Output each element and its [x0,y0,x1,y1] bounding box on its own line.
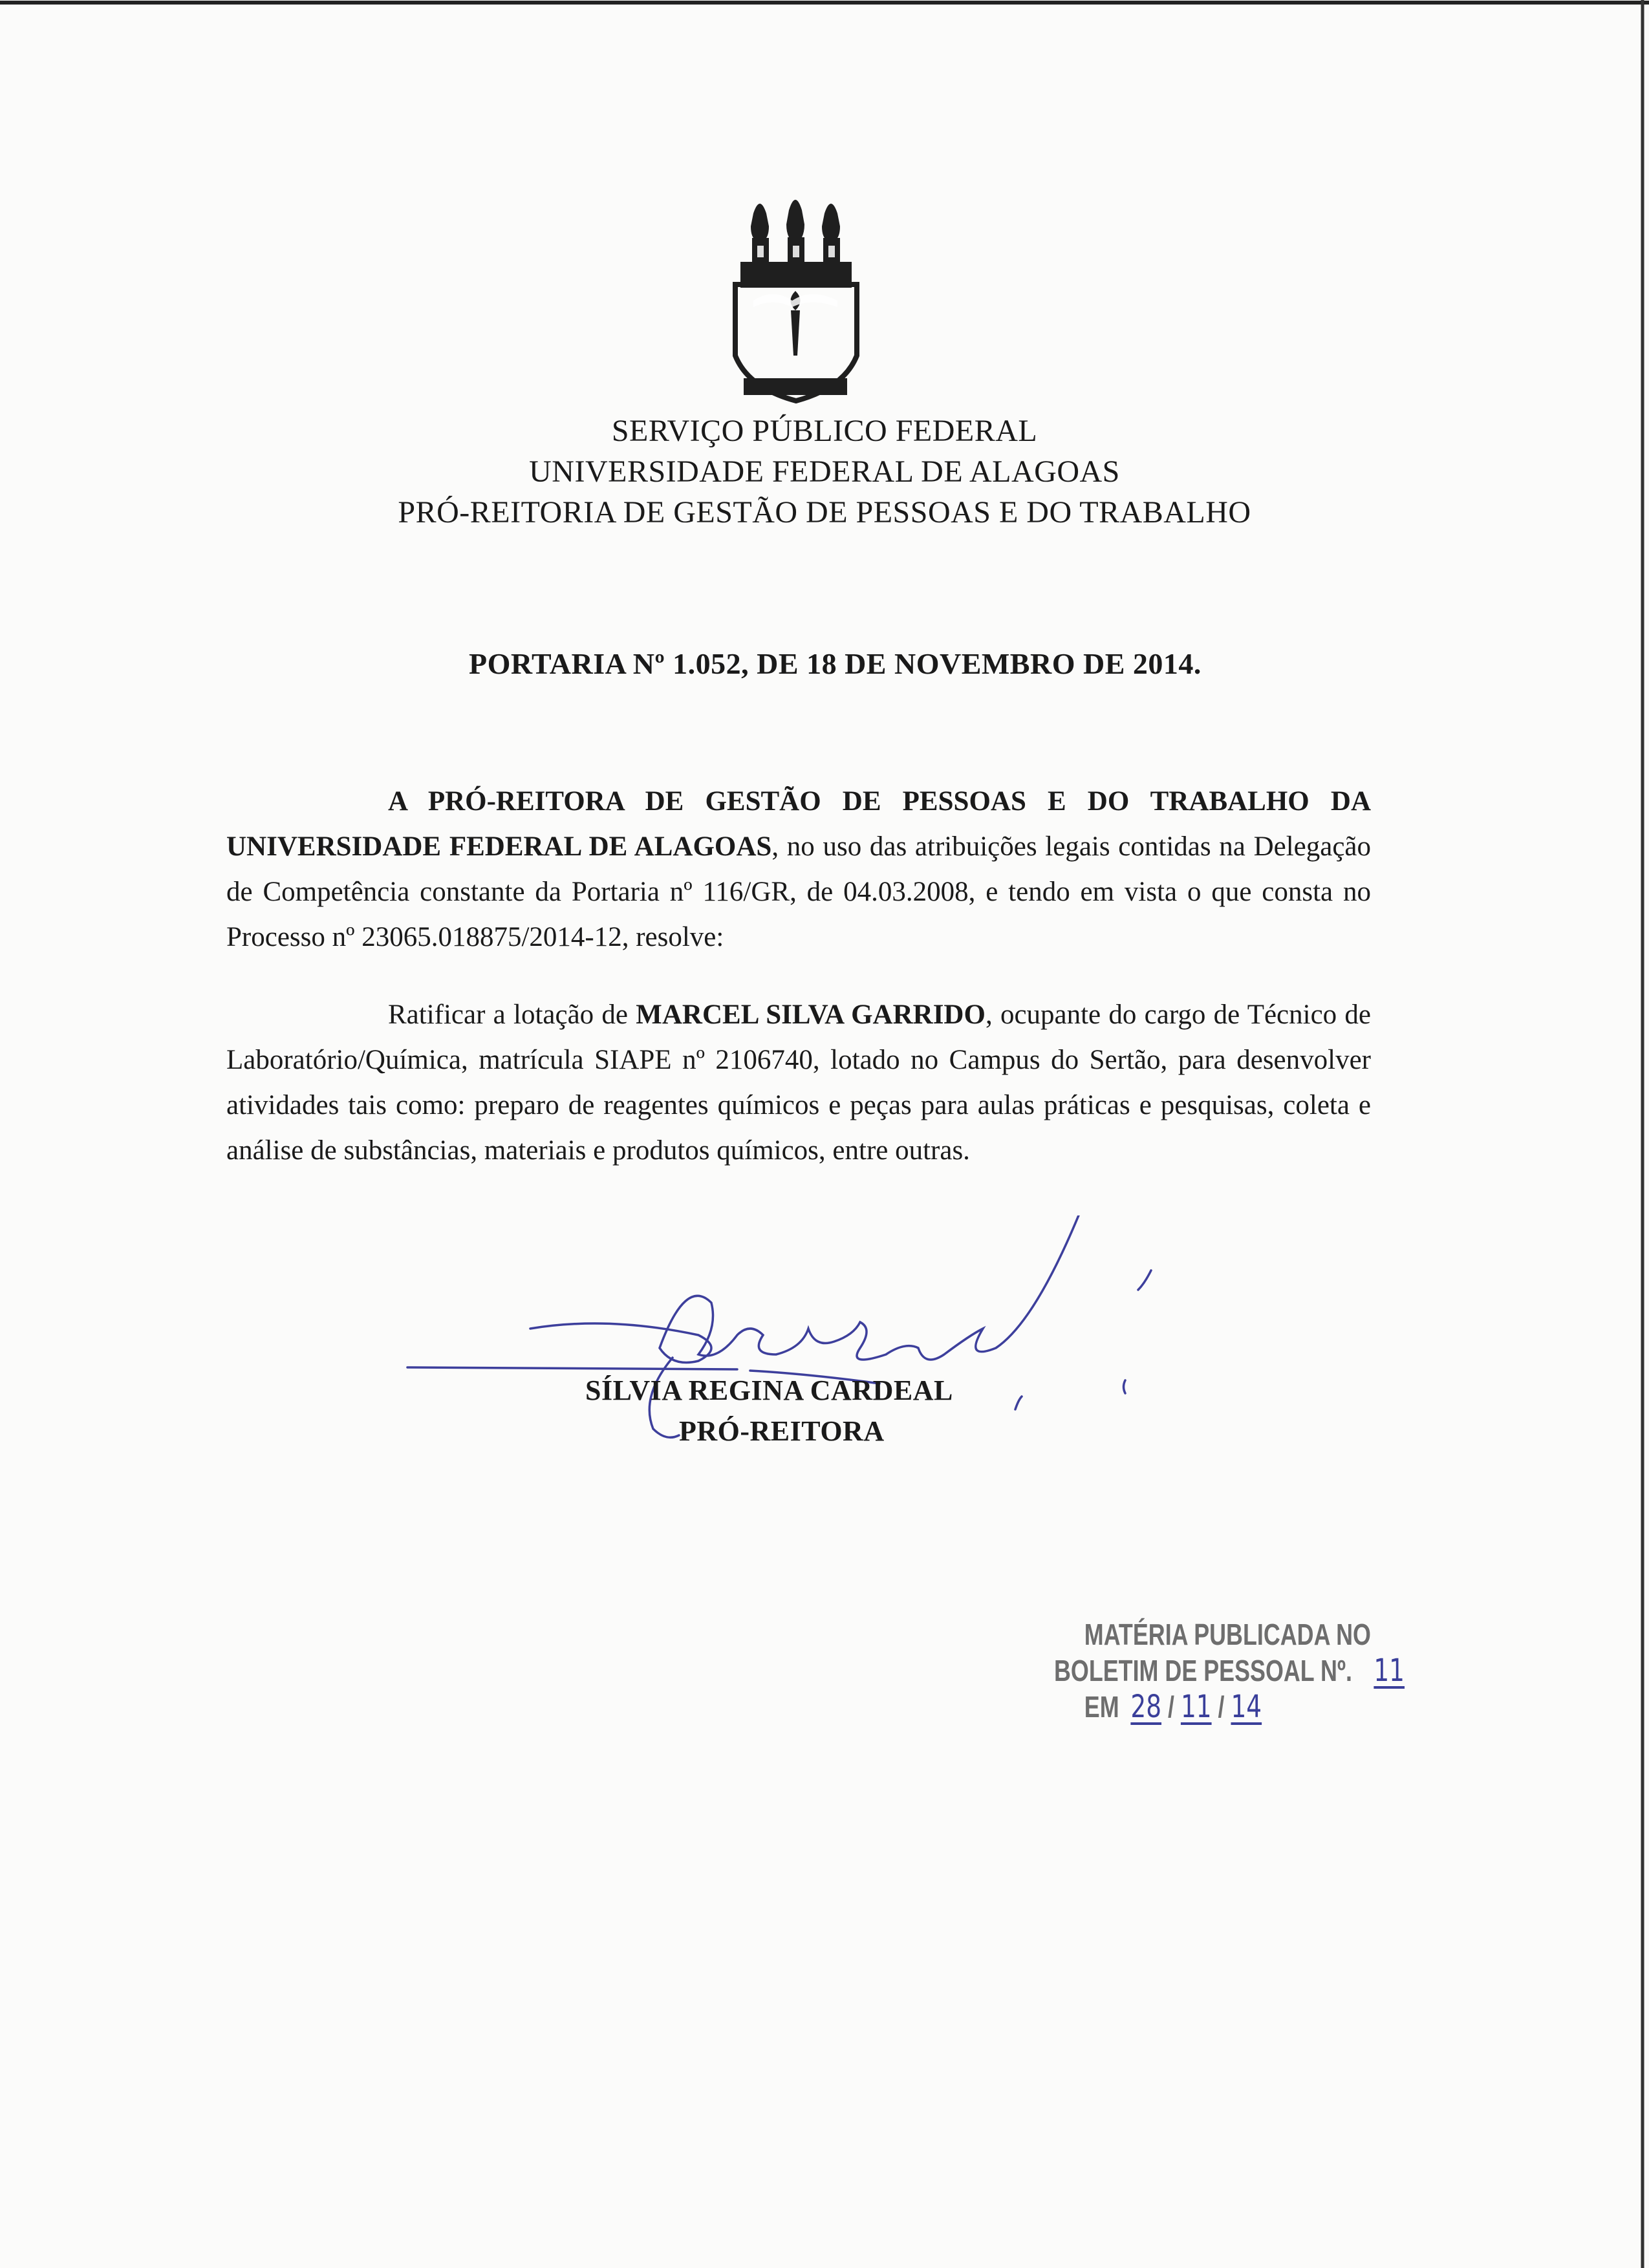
stamp-line-boletim [1054,1653,1405,1689]
publication-stamp [1054,1616,1405,1725]
preamble-text: , no uso das atribuições legais contidas na Delegação de Competência constante da Portaria nº 116/GR, de 04.03.2008, e tendo em vista o que consta no Processo nº 23065.018875/2014-12, resolve: [226,831,1371,952]
stamp-boletim-number: 11 [1374,1653,1405,1689]
stamp-date-day: 28 [1130,1689,1162,1725]
stamp-date-label: EM [1084,1690,1119,1724]
stamp-date-month: 11 [1180,1689,1212,1725]
resolution-name: MARCEL SILVA GARRIDO [636,1000,986,1030]
header-line-servico: SERVIÇO PÚBLICO FEDERAL [611,414,1038,448]
resolution-paragraph [226,992,1371,1173]
stamp-line-publicada: MATÉRIA PUBLICADA NO [1084,1618,1371,1651]
document-header [0,411,1649,533]
stamp-boletim-label: BOLETIM DE PESSOAL Nº. [1054,1654,1352,1687]
header-line-universidade: UNIVERSIDADE FEDERAL DE ALAGOAS [529,455,1120,489]
preamble-paragraph [226,779,1371,960]
stamp-date-separator-2: / [1211,1690,1231,1724]
stamp-line-date [1054,1689,1357,1725]
header-line-pro-reitoria: PRÓ-REITORIA DE GESTÃO DE PESSOAS E DO TRABALHO [398,495,1251,530]
stamp-date-year: 14 [1231,1689,1262,1725]
university-crest-logo [727,187,863,407]
signatory-role: PRÓ-REITORA [679,1415,885,1447]
resolution-text-before: Ratificar a lotação de [388,1000,636,1030]
resolution-text-after: , ocupante do cargo de Técnico de Laboratório/Química, matrícula SIAPE nº 2106740, lotado no Campus do Sertão, para desenvolver atividades tais como: preparo de reagentes químicos e peças para aulas práticas e pesquisas, coleta e análise de substâncias, materiais e produtos químicos, entre outras. [226,1000,1371,1166]
portaria-title: PORTARIA Nº 1.052, DE 18 DE NOVEMBRO DE 2014. [469,647,1202,680]
signatory-name: SÍLVIA REGINA CARDEAL [585,1375,953,1406]
preamble-bold-lead: A PRÓ-REITORA DE GESTÃO DE PESSOAS E DO TRABALHO DA UNIVERSIDADE FEDERAL DE ALAGOAS [226,786,1371,862]
stamp-date-separator-1: / [1161,1690,1181,1724]
